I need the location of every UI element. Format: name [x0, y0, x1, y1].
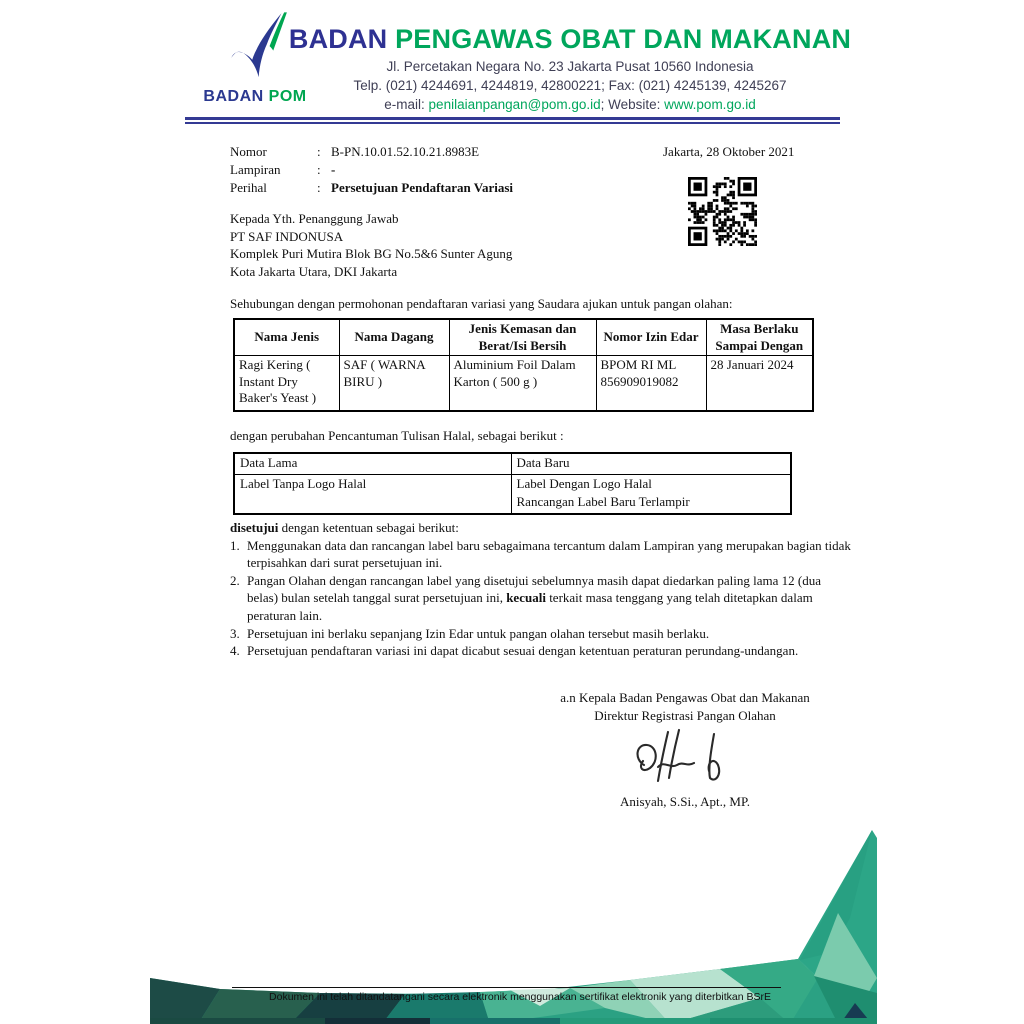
terms-lead [230, 519, 855, 537]
meta-label: Lampiran [230, 162, 281, 177]
term-text [247, 537, 855, 572]
cell-nama-jenis: Ragi Kering ( Instant Dry Baker's Yeast ) [234, 356, 339, 411]
cell-nama-dagang: SAF ( WARNA BIRU ) [339, 356, 449, 411]
letterhead [250, 24, 890, 112]
term-item-4 [230, 642, 855, 660]
term-item-1 [230, 537, 855, 572]
cell-masa-berlaku: 28 Januari 2024 [706, 356, 813, 411]
footer-note: Dokumen ini telah ditandatangani secara elektronik menggunakan sertifikat elektronik yang diterbitkan BSrE [269, 991, 771, 1003]
recipient-city: Kota Jakarta Utara, DKI Jakarta [230, 263, 398, 279]
meta-label: Nomor [230, 144, 267, 159]
meta-label: Perihal [230, 180, 267, 195]
attachment-value: - [331, 162, 336, 177]
term-number: 1. [230, 537, 240, 553]
meta-colon: : [317, 162, 321, 177]
column-header-jenis-kemasan: Jenis Kemasan dan Berat/Isi Bersih [449, 319, 596, 356]
terms-block [230, 519, 855, 660]
meta-row-nomor [230, 143, 513, 161]
terms-lead-bold: disetujui [230, 520, 279, 535]
dateline: Jakarta, 28 Oktober 2021 [663, 144, 795, 159]
letter-number: B-PN.10.01.52.10.21.8983E [331, 144, 480, 159]
cell-jenis-kemasan: Aluminium Foil Dalam Karton ( 500 g ) [449, 356, 596, 411]
term-item-2 [230, 572, 855, 625]
header-divider [185, 117, 840, 124]
term-text-run: Pangan Olahan dengan rancangan label yang disetujui sebelumnya masih dapat diedarkan paling lama 12 (dua belas) bulan setelah tanggal surat persetujuan ini, [247, 572, 821, 606]
meta-row-perihal [230, 179, 513, 197]
recipient-line: Kepada Yth. Penanggung Jawab [230, 211, 399, 226]
website-link: www.pom.go.id [664, 97, 756, 112]
signature-role: Direktur Registrasi Pangan Olahan [594, 707, 776, 723]
column-header-masa-berlaku: Masa Berlaku Sampai Dengan [706, 319, 813, 356]
logo-text-pom: POM [268, 88, 307, 105]
agency-title-green: PENGAWAS OBAT DAN MAKANAN [395, 24, 852, 54]
term-text-run: Persetujuan ini berlaku sepanjang Izin Edar untuk pangan olahan tersebut masih berlaku. [247, 625, 710, 641]
term-text-run: terkait masa tenggang yang telah ditetapkan dalam peraturan lain. [247, 590, 813, 623]
term-text [247, 642, 855, 660]
agency-contact [250, 97, 890, 112]
cell-nomor-izin: BPOM RI ML 856909019082 [596, 356, 706, 411]
meta-row-lampiran [230, 161, 513, 179]
email-label: e-mail: [384, 97, 429, 112]
signature-authority: a.n Kepala Badan Pengawas Obat dan Makanan [560, 690, 810, 705]
signature-image [630, 725, 740, 793]
column-header-nama-dagang: Nama Dagang [339, 319, 449, 356]
column-header-nama-jenis: Nama Jenis [234, 319, 339, 356]
qr-code-image [688, 177, 757, 246]
data-baru-line1: Label Dengan Logo Halal [516, 476, 652, 491]
meta-colon: : [317, 180, 321, 195]
recipient-block [230, 210, 512, 280]
term-text-bold: kecuali [506, 590, 546, 606]
agency-title [250, 24, 890, 55]
signatory-name: Anisyah, S.Si., Apt., MP. [619, 794, 751, 809]
change-table-header-row [234, 453, 791, 475]
change-table-row [234, 475, 791, 515]
logo-text-badan: BADAN [203, 88, 264, 105]
term-text [247, 625, 855, 643]
agency-phone: Telp. (021) 4244691, 4244819, 42800221; Fax: (021) 4245139, 4245267 [353, 78, 787, 93]
product-table [233, 318, 814, 412]
data-baru-line2: Rancangan Label Baru Terlampir [516, 494, 690, 509]
footer-divider-line [232, 987, 781, 988]
subject-value: Persetujuan Pendaftaran Variasi [331, 180, 513, 195]
recipient-company: PT SAF INDONUSA [230, 228, 344, 244]
email-link: penilaianpangan@pom.go.id [428, 97, 601, 112]
term-number: 4. [230, 643, 240, 659]
term-number: 3. [230, 625, 240, 641]
cell-data-lama: Label Tanpa Logo Halal [234, 475, 511, 515]
qr-code [688, 177, 757, 246]
change-table [233, 452, 792, 515]
signature-block [535, 689, 835, 811]
intro-paragraph: Sehubungan dengan permohonan pendaftaran variasi yang Saudara ajukan untuk pangan olahan: [230, 296, 733, 311]
product-table-header-row [234, 319, 813, 356]
change-intro: dengan perubahan Pencantuman Tulisan Halal, sebagai berikut : [230, 428, 564, 443]
term-text-run: Menggunakan data dan rancangan label baru sebagaimana tercantum dalam Lampiran yang merupakan bagian tidak terpisahkan dari surat persetujuan ini. [247, 537, 851, 571]
product-table-row [234, 356, 813, 411]
term-text [247, 572, 855, 625]
cell-data-baru [511, 475, 791, 515]
agency-address: Jl. Percetakan Negara No. 23 Jakarta Pusat 10560 Indonesia [386, 59, 754, 74]
cell-data-baru-header: Data Baru [511, 453, 791, 475]
term-item-3 [230, 625, 855, 643]
cell-data-lama-header: Data Lama [234, 453, 511, 475]
terms-lead-rest: dengan ketentuan sebagai berikut: [278, 520, 459, 535]
term-number: 2. [230, 572, 240, 588]
term-text-run: Persetujuan pendaftaran variasi ini dapat dicabut sesuai dengan ketentuan peraturan perundang-undangan. [247, 643, 799, 659]
column-header-nomor-izin: Nomor Izin Edar [596, 319, 706, 356]
website-label: ; Website: [600, 97, 665, 112]
recipient-address: Komplek Puri Mutira Blok BG No.5&6 Sunter Agung [230, 246, 513, 261]
meta-block [230, 143, 513, 197]
agency-title-blue: BADAN [288, 24, 388, 54]
meta-colon: : [317, 144, 321, 159]
